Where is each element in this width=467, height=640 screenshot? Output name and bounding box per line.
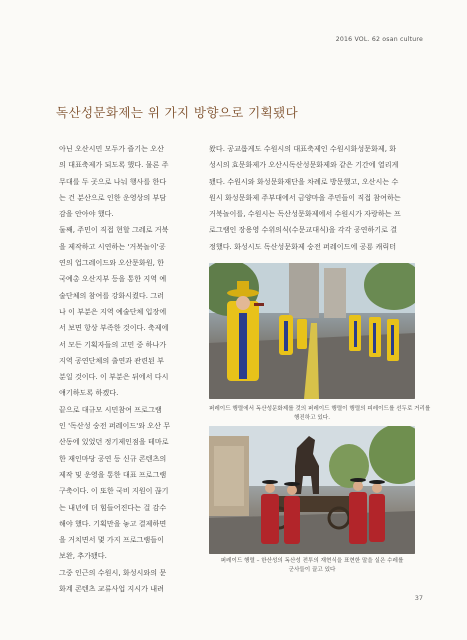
parade-photo-horse-cart	[209, 426, 415, 554]
text-line: 로그램인 장용영 수위의식(수문교대식)을 각각 공연하기로 결	[209, 225, 398, 235]
text-line: 화계 콘텐츠 교류사업 지시가 내려	[59, 584, 164, 594]
text-line: 을 제작하고 시연하는 '거북놀이'공	[59, 241, 166, 251]
text-line: 는 내년에 더 힘들어진다는 걸 감수	[59, 502, 167, 512]
text-line: 의 대표축제가 되도록 했다. 물론 주	[59, 160, 169, 170]
text-line: 둘째, 주민이 직접 현할 그레로 거북	[59, 225, 169, 235]
text-line: 분일 것이다. 이 부분은 뒤에서 다시	[59, 372, 169, 382]
text-line: 한 재인마당 공연 등 신규 콘텐츠의	[59, 453, 167, 463]
text-line: 지역 공연단체의 출연과 관련된 부	[59, 355, 164, 365]
photo1-caption: 퍼레이드 행렬에서 독산성문화제를 것의 퍼레이드 행렬이 행렬의 피레이드를 선두로 거리를 행진하고 있다.	[209, 406, 431, 421]
text-line: 해야 했다. 기획만을 놓고 결제하면	[59, 518, 167, 528]
text-line: 감을 안아야 했다.	[59, 209, 114, 219]
text-line: 나 이 부분은 지역 예술단체 입장에	[59, 306, 167, 316]
text-line: 아닌 오산시민 모두가 즐기는 오산	[59, 144, 164, 153]
article-title: 독산성문화제는 위 가지 방향으로 기획됐다	[56, 105, 299, 120]
text-line: 끝으로 대규모 시민참여 프로그램	[59, 404, 162, 414]
text-line: 구축이다. 이 또한 국비 지원이 끊기	[59, 486, 169, 496]
magazine-header: 2016 VOL. 62 osan culture	[335, 36, 423, 43]
text-line: 거북놀이를, 수원시는 독산성문화제에서 수원시가 자랑하는 프	[209, 209, 401, 219]
right-text-column	[209, 141, 414, 255]
text-line: 인 '독산성 숭전 퍼레이드'와 오산 무	[59, 421, 171, 431]
text-line: 산동에 있었던 정기제인점을 테마로	[59, 437, 169, 447]
text-line: 무대를 두 곳으로 나눠 행사를 한다	[59, 176, 167, 186]
text-line: 얘기하도록 하겠다.	[59, 388, 119, 398]
text-line: 술단체의 참여를 강화시켰다. 그러	[59, 290, 164, 300]
text-line: 제작 및 운영을 통한 대표 프로그램	[59, 469, 167, 479]
text-line: 연의 업그레이드와 오산문화원, 한	[59, 258, 164, 268]
text-line: 는 건 분산으로 인한 운영상의 부담	[59, 192, 167, 202]
text-line: 을 거치면서 몇 가지 프로그램들이	[59, 535, 164, 545]
text-line: 국예총 오산지부 등을 통한 지역 예	[59, 274, 167, 284]
text-line: 됐다. 수원시와 화성문화재단을 차례로 방문했고, 오산시는 수	[209, 176, 399, 186]
text-line: 왔다. 공교롭게도 수원시의 대표축제인 수원시화성문화제, 화	[209, 144, 397, 153]
photo2-caption: 퍼레이드 행렬 – 한산성의 독산성 전투의 재현식을 표현한 말을 실은 수레를 군사들이 끌고 있다	[220, 558, 404, 573]
text-line: 서 보면 항상 부족한 것이다. 축제에	[59, 323, 169, 333]
text-line: 성시의 효문화제가 오산시독산성문화제와 같은 기간에 열리게	[209, 160, 399, 170]
page-number: 37	[414, 594, 423, 602]
text-line: 보완, 추가됐다.	[59, 551, 107, 561]
text-line: 정했다. 화성시도 독산성문화제 숭전 퍼레이드에 공룡 캐릭터	[209, 241, 397, 251]
text-line: 원시 화성문화제 주부대에서 금양마을 주민들이 직접 참여하는	[209, 192, 401, 202]
left-text-column	[59, 141, 189, 597]
text-line: 그중 인근의 수원시, 화성시와의 문	[59, 567, 167, 577]
text-line: 서 모든 기획자들의 고민 중 하나가	[59, 339, 167, 349]
parade-photo-yellow-costumes	[209, 263, 415, 399]
